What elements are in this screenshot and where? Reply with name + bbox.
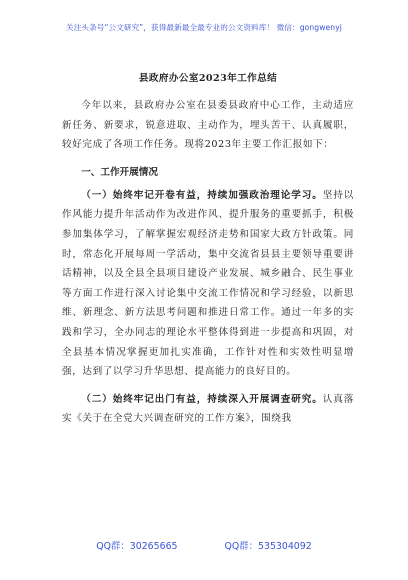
section-heading: 一、工作开展情况 — [81, 166, 158, 178]
paragraph-2-lead: （二）始终牢记出门有益，持续深入开展调查研究。 — [81, 393, 323, 405]
paragraph-1-lead: （一）始终牢记开卷有益，持续加强政治理论学习。 — [81, 189, 323, 201]
paragraph-1 — [62, 186, 354, 382]
paragraph-2-body: 认真落实《关于在全党大兴调查研究的工作方案》，围绕我 — [62, 393, 354, 425]
paragraph-1-body: 坚持以作风能力提升年活动作为改进作风、提升服务的重要抓手，积极参加集体学习，了解掌握宏观经济走势和国家大政方针政策。同时，常态化开展每周一学活动，集中交流省县县主要领导重要讲话精神，以及全县全县项目建设产业发展、城乡融合、民生事业等方面工作进行深入讨论集中交流工作情况和学习经验，以新思维、新理念、新方法思考问题和推进日常工作。通过一年多的实践和学习，全办同志的理论水平整体得到进一步提高和巩固，对全县基本情况掌握更加扎实准确，工作针对性和实效性明显增强，达到了以学习升华思想、提高能力的良好目的。 — [62, 189, 354, 378]
intro-paragraph: 今年以来，县政府办公室在县委县政府中心工作，主动适应新任务、新要求，锐意进取、主动作为，埋头苦干、认真履职，较好完成了各项工作任务。现将2023年主要工作汇报如下： — [62, 100, 354, 151]
paragraph-2 — [62, 390, 354, 429]
footer-qq-group-1: QQ群：30265665 — [96, 541, 178, 552]
document-body — [62, 60, 354, 429]
document-title: 县政府办公室2023年工作总结 — [138, 73, 278, 84]
footer — [0, 538, 408, 552]
footer-qq-group-2: QQ群：535304092 — [224, 541, 312, 552]
header-banner: 关注头条号“公文研究”，获得最新最全最专业的公文资料库！ 微信：gongwenyj — [66, 23, 342, 32]
